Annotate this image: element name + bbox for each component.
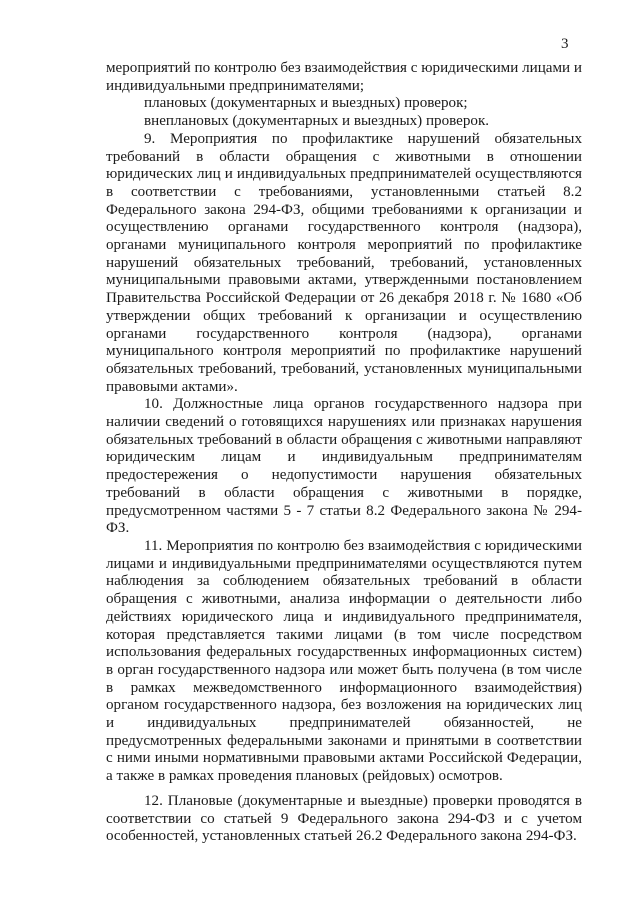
paragraph-9: 9. Мероприятия по профилактике нарушений обязательных требований в области обращения с животными в отношении юридических лиц и индивидуальных предпринимателей осуществляются в соответствии с требованиями, установленными статьей 8.2 Федерального закона 294-ФЗ, общими требованиями к организации и осуществлению органами государственного контроля (надзора), органами муниципального контроля мероприятий по профилактике нарушений обязательных требований, требований, установленных муниципальными правовыми актами, утвержденными постановлением Правительства Российской Федерации от 26 декабря 2018 г. № 1680 «Об утверждении общих требований к организации и осуществлению органами государственного контроля (надзора), органами муниципального контроля мероприятий по профилактике нарушений обязательных требований, требований, установленных муниципальными правовыми актами». [106, 130, 582, 395]
paragraph-12: 12. Плановые (документарные и выездные) проверки проводятся в соответствии со статьей 9 Федерального закона 294-ФЗ и с учетом особенностей, установленных статьей 26.2 Федерального закона 294-ФЗ. [106, 792, 582, 845]
page-number: 3 [561, 36, 569, 52]
list-item-planned-inspections: плановых (документарных и выездных) проверок; [144, 95, 468, 112]
document-body [106, 60, 582, 846]
list-item-unplanned-inspections: внеплановых (документарных и выездных) проверок. [144, 113, 490, 130]
paragraph-10: 10. Должностные лица органов государственного надзора при наличии сведений о готовящихся нарушениях или признаках нарушения обязательных требований в области обращения с животными направляют юридическим лицам и индивидуальным предпринимателям предостережения о недопустимости нарушения обязательных требований в области обращения с животными в порядке, предусмотренном частями 5 - 7 статьи 8.2 Федерального закона № 294-ФЗ. [106, 396, 582, 537]
paragraph-continuation: мероприятий по контролю без взаимодействия с юридическими лицами и индивидуальными предпринимателями; [106, 60, 582, 94]
paragraph-11: 11. Мероприятия по контролю без взаимодействия с юридическими лицами и индивидуальными предпринимателями осуществляются путем наблюдения за соблюдением обязательных требований в области обращения с животными, анализа информации о деятельности либо действиях юридического лица и индивидуального предпринимателя, которая представляется такими лицами (в том числе посредством использования федеральных государственных информационных систем) в орган государственного надзора или может быть получена (в том числе в рамках межведомственного информационного взаимодействия) органом государственного надзора, без возложения на юридических лиц и индивидуальных предпринимателей обязанностей, не предусмотренных федеральными законами и принятыми в соответствии с ними иными нормативными правовыми актами Российской Федерации, а также в рамках проведения плановых (рейдовых) осмотров. [106, 537, 582, 785]
